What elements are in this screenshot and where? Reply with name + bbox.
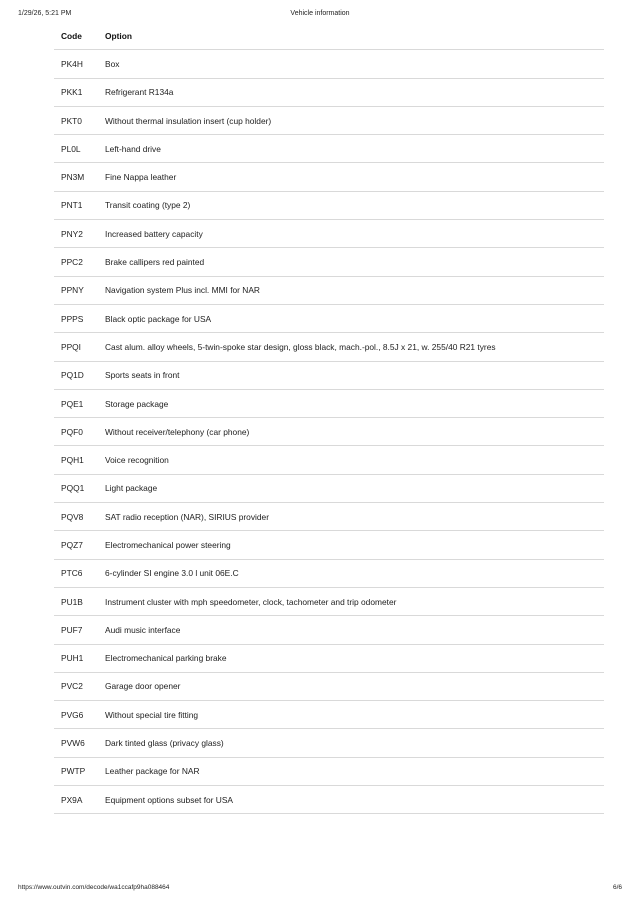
- option-description: Storage package: [98, 389, 604, 417]
- option-description: Transit coating (type 2): [98, 191, 604, 219]
- option-code: PVG6: [54, 701, 98, 729]
- options-table: [54, 22, 604, 814]
- option-code: PUF7: [54, 616, 98, 644]
- table-row: [54, 644, 604, 672]
- option-code: PTC6: [54, 559, 98, 587]
- print-datetime: 1/29/26, 5:21 PM: [18, 10, 72, 17]
- option-description: Black optic package for USA: [98, 304, 604, 332]
- option-description: Navigation system Plus incl. MMI for NAR: [98, 276, 604, 304]
- option-code: PUH1: [54, 644, 98, 672]
- table-row: [54, 446, 604, 474]
- option-code: PQH1: [54, 446, 98, 474]
- table-header-row: [54, 22, 604, 50]
- table-row: [54, 616, 604, 644]
- table-row: [54, 587, 604, 615]
- option-description: Left-hand drive: [98, 135, 604, 163]
- option-code: PQV8: [54, 503, 98, 531]
- option-code: PVC2: [54, 672, 98, 700]
- table-body: [54, 50, 604, 814]
- option-code: PX9A: [54, 786, 98, 814]
- option-code: PL0L: [54, 135, 98, 163]
- option-code: PWTP: [54, 757, 98, 785]
- option-code: PNY2: [54, 220, 98, 248]
- option-code: PNT1: [54, 191, 98, 219]
- option-description: Garage door opener: [98, 672, 604, 700]
- option-code: PPNY: [54, 276, 98, 304]
- option-description: Audi music interface: [98, 616, 604, 644]
- page-url: https://www.outvin.com/decode/wa1ccafp9ha088464: [18, 884, 170, 891]
- option-description: Sports seats in front: [98, 361, 604, 389]
- option-description: Without special tire fitting: [98, 701, 604, 729]
- table-row: [54, 135, 604, 163]
- table-row: [54, 163, 604, 191]
- table-row: [54, 672, 604, 700]
- option-code: PU1B: [54, 587, 98, 615]
- option-description: Equipment options subset for USA: [98, 786, 604, 814]
- option-description: Electromechanical parking brake: [98, 644, 604, 672]
- option-description: Instrument cluster with mph speedometer, clock, tachometer and trip odometer: [98, 587, 604, 615]
- option-description: Electromechanical power steering: [98, 531, 604, 559]
- table-row: [54, 474, 604, 502]
- table-row: [54, 701, 604, 729]
- option-description: Dark tinted glass (privacy glass): [98, 729, 604, 757]
- table-row: [54, 503, 604, 531]
- option-code: PN3M: [54, 163, 98, 191]
- table-row: [54, 531, 604, 559]
- table-row: [54, 559, 604, 587]
- option-code: PKK1: [54, 78, 98, 106]
- option-description: Leather package for NAR: [98, 757, 604, 785]
- option-description: 6-cylinder SI engine 3.0 l unit 06E.C: [98, 559, 604, 587]
- options-table-container: [54, 22, 604, 814]
- option-code: PKT0: [54, 106, 98, 134]
- document-title: Vehicle information: [290, 10, 350, 17]
- option-code: PQZ7: [54, 531, 98, 559]
- table-row: [54, 389, 604, 417]
- table-row: [54, 333, 604, 361]
- table-row: [54, 786, 604, 814]
- table-row: [54, 248, 604, 276]
- table-row: [54, 78, 604, 106]
- option-description: Without receiver/telephony (car phone): [98, 418, 604, 446]
- option-description: Box: [98, 50, 604, 78]
- option-code: PVW6: [54, 729, 98, 757]
- table-row: [54, 729, 604, 757]
- option-description: Fine Nappa leather: [98, 163, 604, 191]
- option-code: PQE1: [54, 389, 98, 417]
- option-description: Increased battery capacity: [98, 220, 604, 248]
- page-number: 6/6: [612, 884, 622, 891]
- option-code: PK4H: [54, 50, 98, 78]
- table-row: [54, 361, 604, 389]
- option-code: PPQI: [54, 333, 98, 361]
- option-code: PPPS: [54, 304, 98, 332]
- option-code: PQF0: [54, 418, 98, 446]
- print-header: [18, 10, 622, 22]
- option-description: Brake callipers red painted: [98, 248, 604, 276]
- option-description: Without thermal insulation insert (cup holder): [98, 106, 604, 134]
- print-footer: [18, 884, 622, 896]
- table-row: [54, 106, 604, 134]
- table-row: [54, 50, 604, 78]
- option-code: PQ1D: [54, 361, 98, 389]
- option-code: PQQ1: [54, 474, 98, 502]
- table-row: [54, 757, 604, 785]
- option-description: SAT radio reception (NAR), SIRIUS provider: [98, 503, 604, 531]
- table-row: [54, 191, 604, 219]
- table-row: [54, 220, 604, 248]
- option-description: Cast alum. alloy wheels, 5-twin-spoke star design, gloss black, mach.-pol., 8.5J x 21, w. 255/40 R21 tyres: [98, 333, 604, 361]
- option-code: PPC2: [54, 248, 98, 276]
- column-header-code: Code: [54, 22, 98, 50]
- table-row: [54, 418, 604, 446]
- option-description: Voice recognition: [98, 446, 604, 474]
- option-description: Light package: [98, 474, 604, 502]
- table-row: [54, 304, 604, 332]
- option-description: Refrigerant R134a: [98, 78, 604, 106]
- column-header-option: Option: [98, 22, 604, 50]
- table-row: [54, 276, 604, 304]
